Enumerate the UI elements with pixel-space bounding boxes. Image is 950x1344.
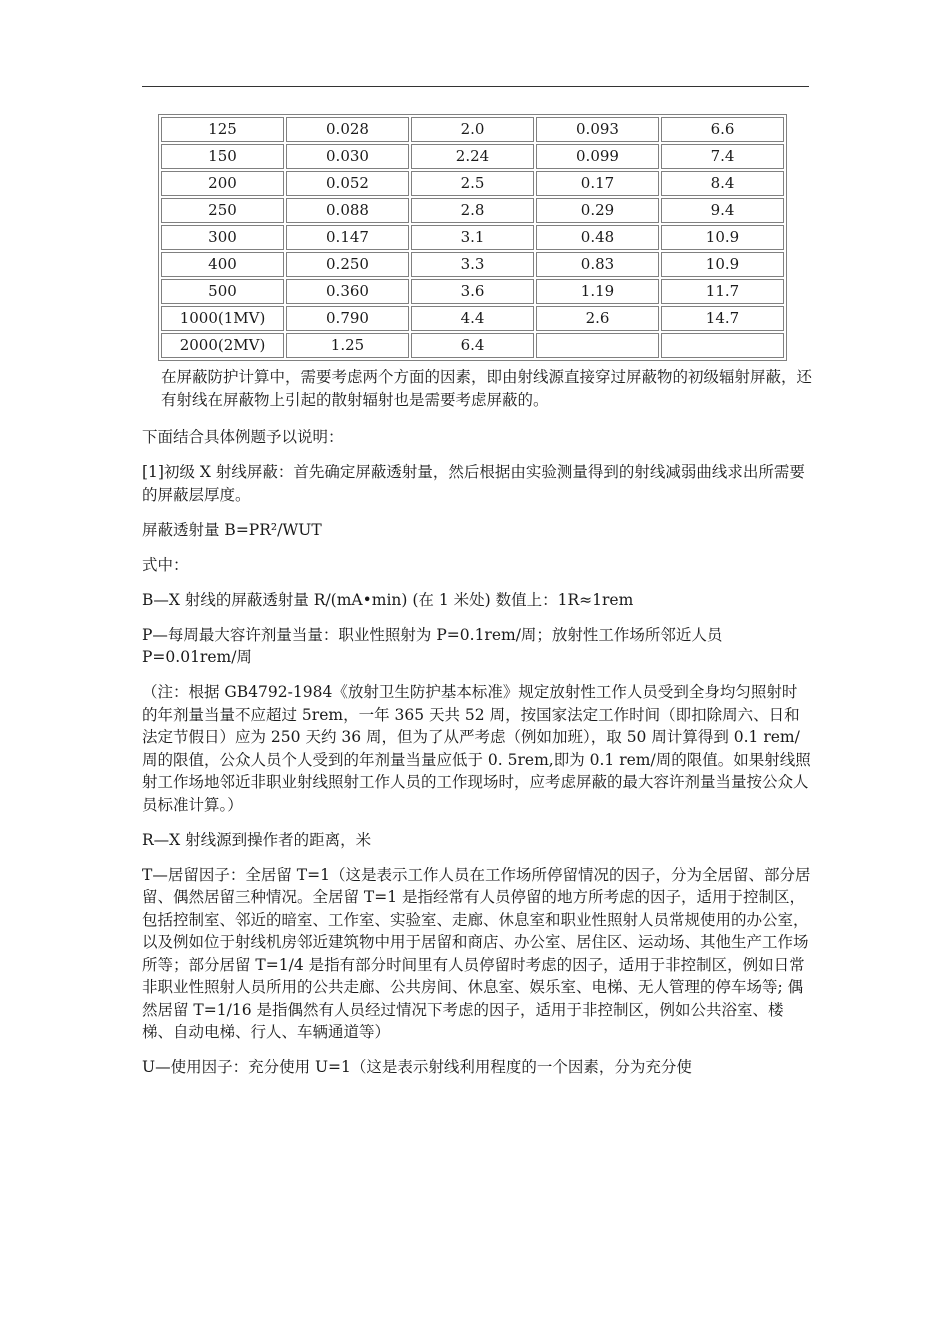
paragraph-primary-shielding: [1]初级 X 射线屏蔽：首先确定屏蔽透射量，然后根据由实验测量得到的射线减弱曲线求出所需要的屏蔽层厚度。 [142,463,805,504]
paragraph-shielding-factors: 在屏蔽防护计算中，需要考虑两个方面的因素，即由射线源直接穿过屏蔽物的初级辐射屏蔽，还有射线在屏蔽物上引起的散射辐射也是需要考虑屏蔽的。 [161,368,813,409]
table-cell: 4.4 [411,306,534,331]
table-cell: 400 [161,252,284,277]
table-cell: 3.1 [411,225,534,250]
table-cell: 3.6 [411,279,534,304]
table-cell: 2.8 [411,198,534,223]
table-cell: 3.3 [411,252,534,277]
table-cell: 2.5 [411,171,534,196]
paragraph-definition-p: P—每周最大容许剂量当量：职业性照射为 P=0.1rem/周；放射性工作场所邻近人员 P=0.01rem/周 [142,625,723,666]
paragraph-example-intro: 下面结合具体例题予以说明： [142,428,344,446]
table-cell: 300 [161,225,284,250]
table-cell: 2.24 [411,144,534,169]
table-cell: 0.028 [286,117,409,142]
table-cell: 0.052 [286,171,409,196]
table-cell: 0.099 [536,144,659,169]
table-row [161,144,784,169]
table-cell: 11.7 [661,279,784,304]
table-cell: 0.250 [286,252,409,277]
table-cell: 6.6 [661,117,784,142]
table-cell: 2000(2MV) [161,333,284,358]
table-cell: 125 [161,117,284,142]
table-row [161,279,784,304]
table-row [161,252,784,277]
paragraph-where: 式中： [142,555,189,574]
table-cell: 10.9 [661,252,784,277]
table-cell: 0.83 [536,252,659,277]
table-cell: 0.17 [536,171,659,196]
table-body [161,117,784,358]
table-cell: 0.360 [286,279,409,304]
table-cell: 0.088 [286,198,409,223]
table-cell: 0.147 [286,225,409,250]
table-row [161,198,784,223]
table-row [161,171,784,196]
table-cell: 8.4 [661,171,784,196]
table-cell [661,333,784,358]
paragraph-note: （注：根据 GB4792-1984《放射卫生防护基本标准》规定放射性工作人员受到全身均匀照射时的年剂量当量不应超过 5rem，一年 365 天共 52 周，按国家法定工作时间（即扣除周六、日和法定节假日）应为 250 天约 36 周，但为了从严考虑（例如加班），取 50 周计算得到 0.1 rem/周的限值，公众人员个人受到的年剂量当量应低于 0. 5rem,即为 0.1 rem/周的限值。如果射线照射工作场地邻近非职业射线照射工作人员的工作现场时，应考虑屏蔽的最大容许剂量当量按公众人员标准计算。） [142,683,811,814]
table-cell: 0.29 [536,198,659,223]
paragraph-definition-b: B—X 射线的屏蔽透射量 R/(mA•min) (在 1 米处) 数值上：1R≈1rem [142,590,634,609]
table-cell: 1.19 [536,279,659,304]
table-cell: 1000(1MV) [161,306,284,331]
table-cell: 0.48 [536,225,659,250]
table-cell: 1.25 [286,333,409,358]
table-cell: 0.093 [536,117,659,142]
header-rule [142,86,809,87]
document-body [142,366,812,1091]
table-cell: 500 [161,279,284,304]
paragraph-definition-t: T—居留因子：全居留 T=1（这是表示工作人员在工作场所停留情况的因子，分为全居留、部分居留、偶然居留三种情况。全居留 T=1 是指经常有人员停留的地方所考虑的因子，适用于控制区，包括控制室、邻近的暗室、工作室、实验室、走廊、休息室和职业性照射人员常规使用的办公室，以及例如位于射线机房邻近建筑物中用于居留和商店、办公室、居住区、运动场、其他生产工作场所等；部分居留 T=1/4 是指有部分时间里有人员停留时考虑的因子，适用于非控制区，例如日常非职业性照射人员所用的公共走廊、公共房间、休息室、娱乐室、电梯、无人管理的停车场等; 偶然居留 T=1/16 是指偶然有人员经过情况下考虑的因子，适用于非控制区，例如公共浴室、楼梯、自动电梯、行人、车辆通道等） [142,865,811,1041]
table-cell: 9.4 [661,198,784,223]
paragraph-formula: 屏蔽透射量 B=PR²/WUT [142,520,322,539]
table-cell: 250 [161,198,284,223]
table-row [161,333,784,358]
table-cell: 0.030 [286,144,409,169]
paragraph-definition-u: U—使用因子：充分使用 U=1（这是表示射线利用程度的一个因素，分为充分使 [142,1058,692,1076]
table-row [161,117,784,142]
table-cell: 2.0 [411,117,534,142]
table-cell: 7.4 [661,144,784,169]
table-row [161,306,784,331]
table-row [161,225,784,250]
table-cell: 0.790 [286,306,409,331]
table-cell: 2.6 [536,306,659,331]
table-cell: 150 [161,144,284,169]
table-cell [536,333,659,358]
table-cell: 10.9 [661,225,784,250]
table-cell: 6.4 [411,333,534,358]
shielding-data-table [158,114,787,361]
table-cell: 200 [161,171,284,196]
table-cell: 14.7 [661,306,784,331]
paragraph-definition-r: R—X 射线源到操作者的距离，米 [142,830,372,849]
